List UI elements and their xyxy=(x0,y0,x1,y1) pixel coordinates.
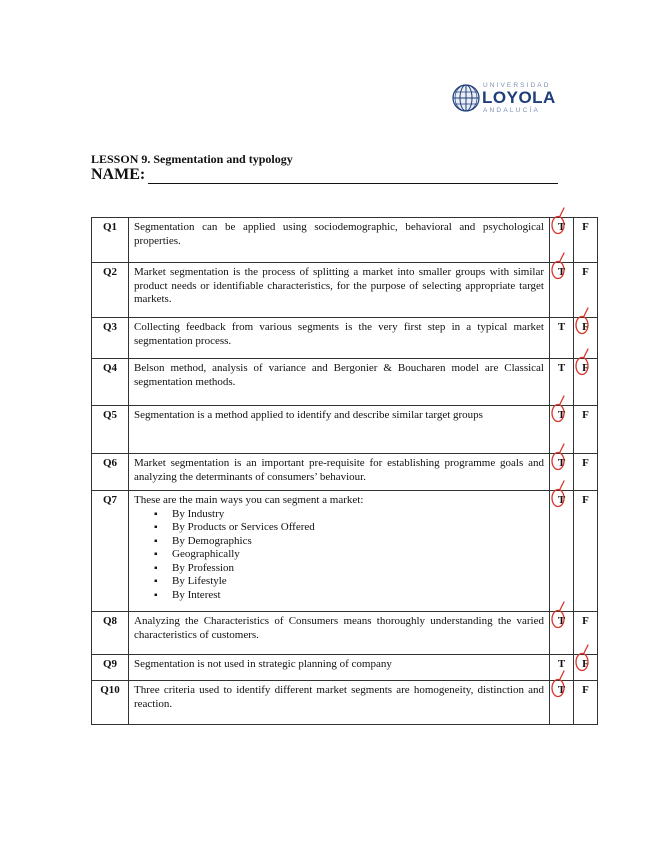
false-label: F xyxy=(582,615,589,627)
true-option[interactable] xyxy=(550,681,574,725)
true-option[interactable] xyxy=(550,263,574,318)
name-label: NAME: xyxy=(91,166,146,183)
logo-brand-text: LOYOLA xyxy=(482,88,556,107)
question-text-cell xyxy=(129,655,550,681)
question-row xyxy=(92,218,598,263)
question-row xyxy=(92,454,598,491)
true-option[interactable] xyxy=(550,359,574,406)
question-text: These are the main ways you can segment a market: xyxy=(134,494,364,506)
question-text-cell xyxy=(129,318,550,359)
question-row xyxy=(92,681,598,725)
question-number: Q1 xyxy=(92,218,129,263)
question-text-cell xyxy=(129,612,550,655)
question-text-cell xyxy=(129,263,550,318)
question-number: Q7 xyxy=(92,491,129,612)
false-label: F xyxy=(582,266,589,278)
true-label: T xyxy=(557,409,566,421)
question-row xyxy=(92,359,598,406)
false-option[interactable] xyxy=(574,218,598,263)
true-label: T xyxy=(557,494,566,506)
question-number: Q4 xyxy=(92,359,129,406)
option-item: ▪ By Lifestyle xyxy=(172,575,544,589)
question-number: Q9 xyxy=(92,655,129,681)
question-text: Segmentation is a method applied to identify and describe similar target groups xyxy=(134,409,483,421)
false-option[interactable] xyxy=(574,318,598,359)
true-option[interactable] xyxy=(550,491,574,612)
question-row xyxy=(92,406,598,454)
false-option[interactable] xyxy=(574,655,598,681)
question-text: Segmentation can be applied using sociodemographic, behavioral and psychological properties. xyxy=(134,221,544,247)
question-number: Q2 xyxy=(92,263,129,318)
question-text-cell xyxy=(129,359,550,406)
question-text: Belson method, analysis of variance and Bergonier & Boucharen model are Classical segmentation methods. xyxy=(134,362,544,388)
true-option[interactable] xyxy=(550,454,574,491)
question-text: Collecting feedback from various segments is the very first step in a typical market segmentation process. xyxy=(134,321,544,347)
question-text: Analyzing the Characteristics of Consumers means thoroughly understanding the varied characteristics of customers. xyxy=(134,615,544,641)
question-text-cell xyxy=(129,454,550,491)
lesson-title: LESSON 9. Segmentation and typology xyxy=(91,152,293,166)
question-text-cell xyxy=(129,218,550,263)
option-item: ▪ By Interest xyxy=(172,589,544,603)
options-list xyxy=(134,508,544,603)
true-label: T xyxy=(557,221,566,233)
question-text: Market segmentation is the process of splitting a market into smaller groups with similar product needs or identifiable characteristics, for the purpose of selecting appropriate target markets. xyxy=(134,266,544,305)
true-option[interactable] xyxy=(550,655,574,681)
false-option[interactable] xyxy=(574,406,598,454)
question-row xyxy=(92,655,598,681)
question-row xyxy=(92,318,598,359)
question-row xyxy=(92,491,598,612)
false-label: F xyxy=(582,494,589,506)
question-text-cell xyxy=(129,681,550,725)
true-option[interactable] xyxy=(550,318,574,359)
false-label: F xyxy=(582,457,589,469)
true-label: T xyxy=(557,658,566,670)
true-option[interactable] xyxy=(550,218,574,263)
quiz-table xyxy=(91,217,598,725)
name-input-line[interactable] xyxy=(148,183,558,184)
false-label: F xyxy=(582,362,589,374)
false-label: F xyxy=(582,321,589,333)
true-label: T xyxy=(557,684,566,696)
false-label: F xyxy=(582,221,589,233)
false-label: F xyxy=(582,658,589,670)
false-label: F xyxy=(582,409,589,421)
option-item: ▪ By Industry xyxy=(172,508,544,522)
option-item: ▪ By Demographics xyxy=(172,535,544,549)
false-option[interactable] xyxy=(574,454,598,491)
true-label: T xyxy=(557,266,566,278)
university-logo xyxy=(452,80,562,116)
question-text: Segmentation is not used in strategic planning of company xyxy=(134,658,392,670)
true-option[interactable] xyxy=(550,406,574,454)
question-number: Q10 xyxy=(92,681,129,725)
true-label: T xyxy=(557,362,566,374)
true-label: T xyxy=(557,321,566,333)
question-text: Market segmentation is an important pre-requisite for establishing programme goals and analyzing the determinants of consumers’ behaviour. xyxy=(134,457,544,483)
question-number: Q8 xyxy=(92,612,129,655)
question-text: Three criteria used to identify different market segments are homogeneity, distinction and reaction. xyxy=(134,684,544,710)
false-label: F xyxy=(582,684,589,696)
true-option[interactable] xyxy=(550,612,574,655)
false-option[interactable] xyxy=(574,612,598,655)
false-option[interactable] xyxy=(574,491,598,612)
logo-bottom-text: ANDALUCÍA xyxy=(483,107,541,114)
option-item: ▪ By Profession xyxy=(172,562,544,576)
true-label: T xyxy=(557,615,566,627)
question-number: Q3 xyxy=(92,318,129,359)
question-row xyxy=(92,263,598,318)
false-option[interactable] xyxy=(574,263,598,318)
option-item: ▪ By Products or Services Offered xyxy=(172,521,544,535)
false-option[interactable] xyxy=(574,359,598,406)
question-text-cell xyxy=(129,406,550,454)
logo-top-text: UNIVERSIDAD xyxy=(483,82,551,89)
question-row xyxy=(92,612,598,655)
true-label: T xyxy=(557,457,566,469)
option-item: ▪ Geographically xyxy=(172,548,544,562)
question-text-cell xyxy=(129,491,550,612)
false-option[interactable] xyxy=(574,681,598,725)
question-number: Q5 xyxy=(92,406,129,454)
globe-icon xyxy=(452,84,480,112)
question-number: Q6 xyxy=(92,454,129,491)
